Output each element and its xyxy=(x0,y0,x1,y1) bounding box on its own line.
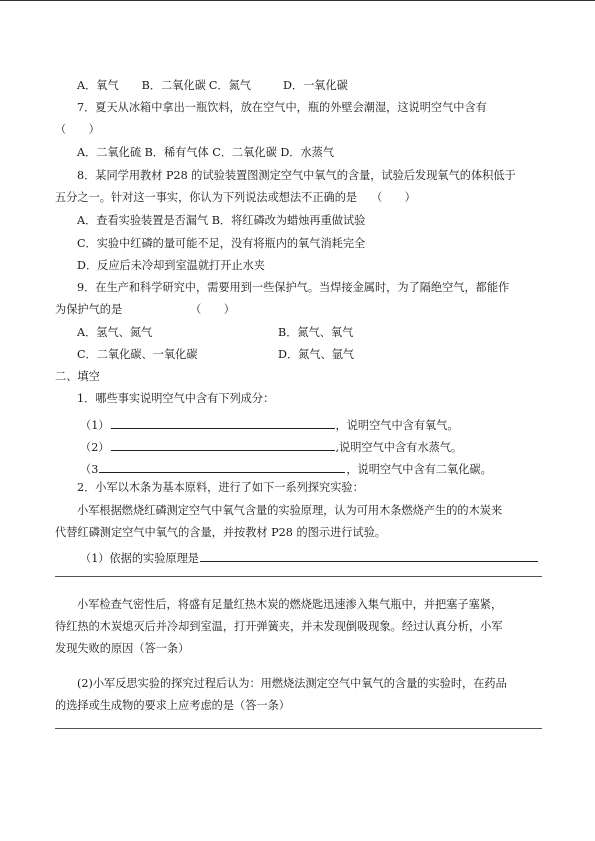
fill-q1-item1-number: （1） xyxy=(80,419,110,432)
q9-stem-line2 xyxy=(55,304,235,315)
q9-option-d: D．氮气、氩气 xyxy=(278,348,355,361)
fill-q1-item2-number: （2） xyxy=(80,441,110,454)
fill-q1-item1-blank[interactable] xyxy=(111,416,335,429)
q9-stem-text: 为保护气的是 xyxy=(55,303,123,316)
q9-option-b: B．氮气、氧气 xyxy=(278,326,354,339)
fill-q2-para2-line1: 小军检查气密性后，将盛有足量红热木炭的燃烧匙迅速渗入集气瓶中，并把塞子塞紧， xyxy=(77,598,503,611)
q6-option-a: A．氧气 xyxy=(77,79,119,92)
q8-option-ab: A．查看实验装置是否漏气 B．将红磷改为蜡烛再重做试验 xyxy=(77,214,366,227)
q6-option-c: C．氮气 xyxy=(208,79,251,92)
fill-q2-stem: 2．小军以木条为基本原料，进行了如下一系列探究实验： xyxy=(77,481,364,494)
q8-option-d: D．反应后未冷却到室温就打开止水夹 xyxy=(77,259,265,272)
fill-q1-item3 xyxy=(80,460,492,475)
q7-options: A．二氧化硫 B．稀有气体 C．二氧化碳 D．水蒸气 xyxy=(77,146,335,159)
q8-stem-line2 xyxy=(55,192,416,203)
q9-answer-bracket: （ ） xyxy=(190,303,235,316)
q6-options-row xyxy=(77,80,348,91)
fill-q1-item3-number: （3 xyxy=(80,463,99,476)
fill-q2-sub2-answer-line[interactable] xyxy=(55,728,542,729)
q8-answer-bracket: （ ） xyxy=(371,191,416,204)
fill-q1-item2-blank[interactable] xyxy=(111,438,335,451)
section2-heading: 二、填空 xyxy=(55,370,100,383)
q8-option-c: C．实验中红磷的量可能不足，没有将瓶内的氧气消耗完全 xyxy=(77,237,366,250)
fill-q1-item1-tail: ，说明空气中含有氧气。 xyxy=(335,419,459,432)
fill-q2-sub1-label: （1）依据的实验原理是 xyxy=(80,552,199,565)
q6-option-d: D．一氧化碳 xyxy=(282,79,348,92)
q7-answer-bracket: （ ） xyxy=(55,123,100,136)
q9-option-c: C．二氧化碳、一氧化碳 xyxy=(77,348,198,361)
fill-q2-sub2-line1: (2)小军反思实验的探究过程后认为：用燃烧法测定空气中氧气的含量的实验时，在药品 xyxy=(77,677,507,690)
fill-q2-sub1-blank[interactable] xyxy=(200,549,538,562)
fill-q2-sub2-line2: 的选择或生成物的要求上应考虑的是（答一条） xyxy=(55,699,290,712)
fill-q2-para1-line1: 小军根据燃烧红磷测定空气中氧气含量的实验原理，认为可用木条燃烧产生的的木炭来 xyxy=(77,504,503,517)
fill-q2-para1-line2: 代替红磷测定空气中氧气的含量，并按教材 P28 的图示进行试验。 xyxy=(55,526,386,539)
fill-q2-sub1-answer-line[interactable] xyxy=(55,576,542,577)
q9-stem-line1: 9．在生产和科学研究中，需要用到一些保护气。当焊接金属时，为了隔绝空气，都能作 xyxy=(77,281,510,294)
q7-stem: 7．夏天从冰箱中拿出一瓶饮料，放在空气中，瓶的外壁会潮湿，这说明空气中含有 xyxy=(77,101,487,114)
fill-q1-item1 xyxy=(80,416,459,431)
q6-option-b: B．二氧化碳 xyxy=(141,79,206,92)
fill-q2-para2-line2: 待红热的木炭熄灭后并冷却到室温，打开弹簧夹，并未发现倒吸现象。经过认真分析，小军 xyxy=(55,620,503,633)
fill-q1-item3-blank[interactable] xyxy=(99,460,345,473)
page-top-rule xyxy=(0,0,595,1)
fill-q1-item2-tail: ,说明空气中含有水蒸气。 xyxy=(335,441,463,454)
fill-q1-stem: 1．哪些事实说明空气中含有下列成分： xyxy=(77,392,275,405)
q8-stem-line1: 8．某同学用教材 P28 的试验装置图测定空气中氧气的含量，试验后发现氧气的体积低于 xyxy=(77,169,516,182)
fill-q1-item3-tail: ，说明空气中含有二氧化碳。 xyxy=(346,463,492,476)
fill-q2-para2-line3: 发现失败的原因（答一条） xyxy=(55,642,190,655)
fill-q1-item2 xyxy=(80,438,462,453)
q8-stem-text: 五分之一。针对这一事实，你认为下列说法或想法不正确的是 xyxy=(55,191,358,204)
fill-q2-sub1 xyxy=(80,549,539,564)
q9-option-a: A．氢气、氮气 xyxy=(77,326,153,339)
